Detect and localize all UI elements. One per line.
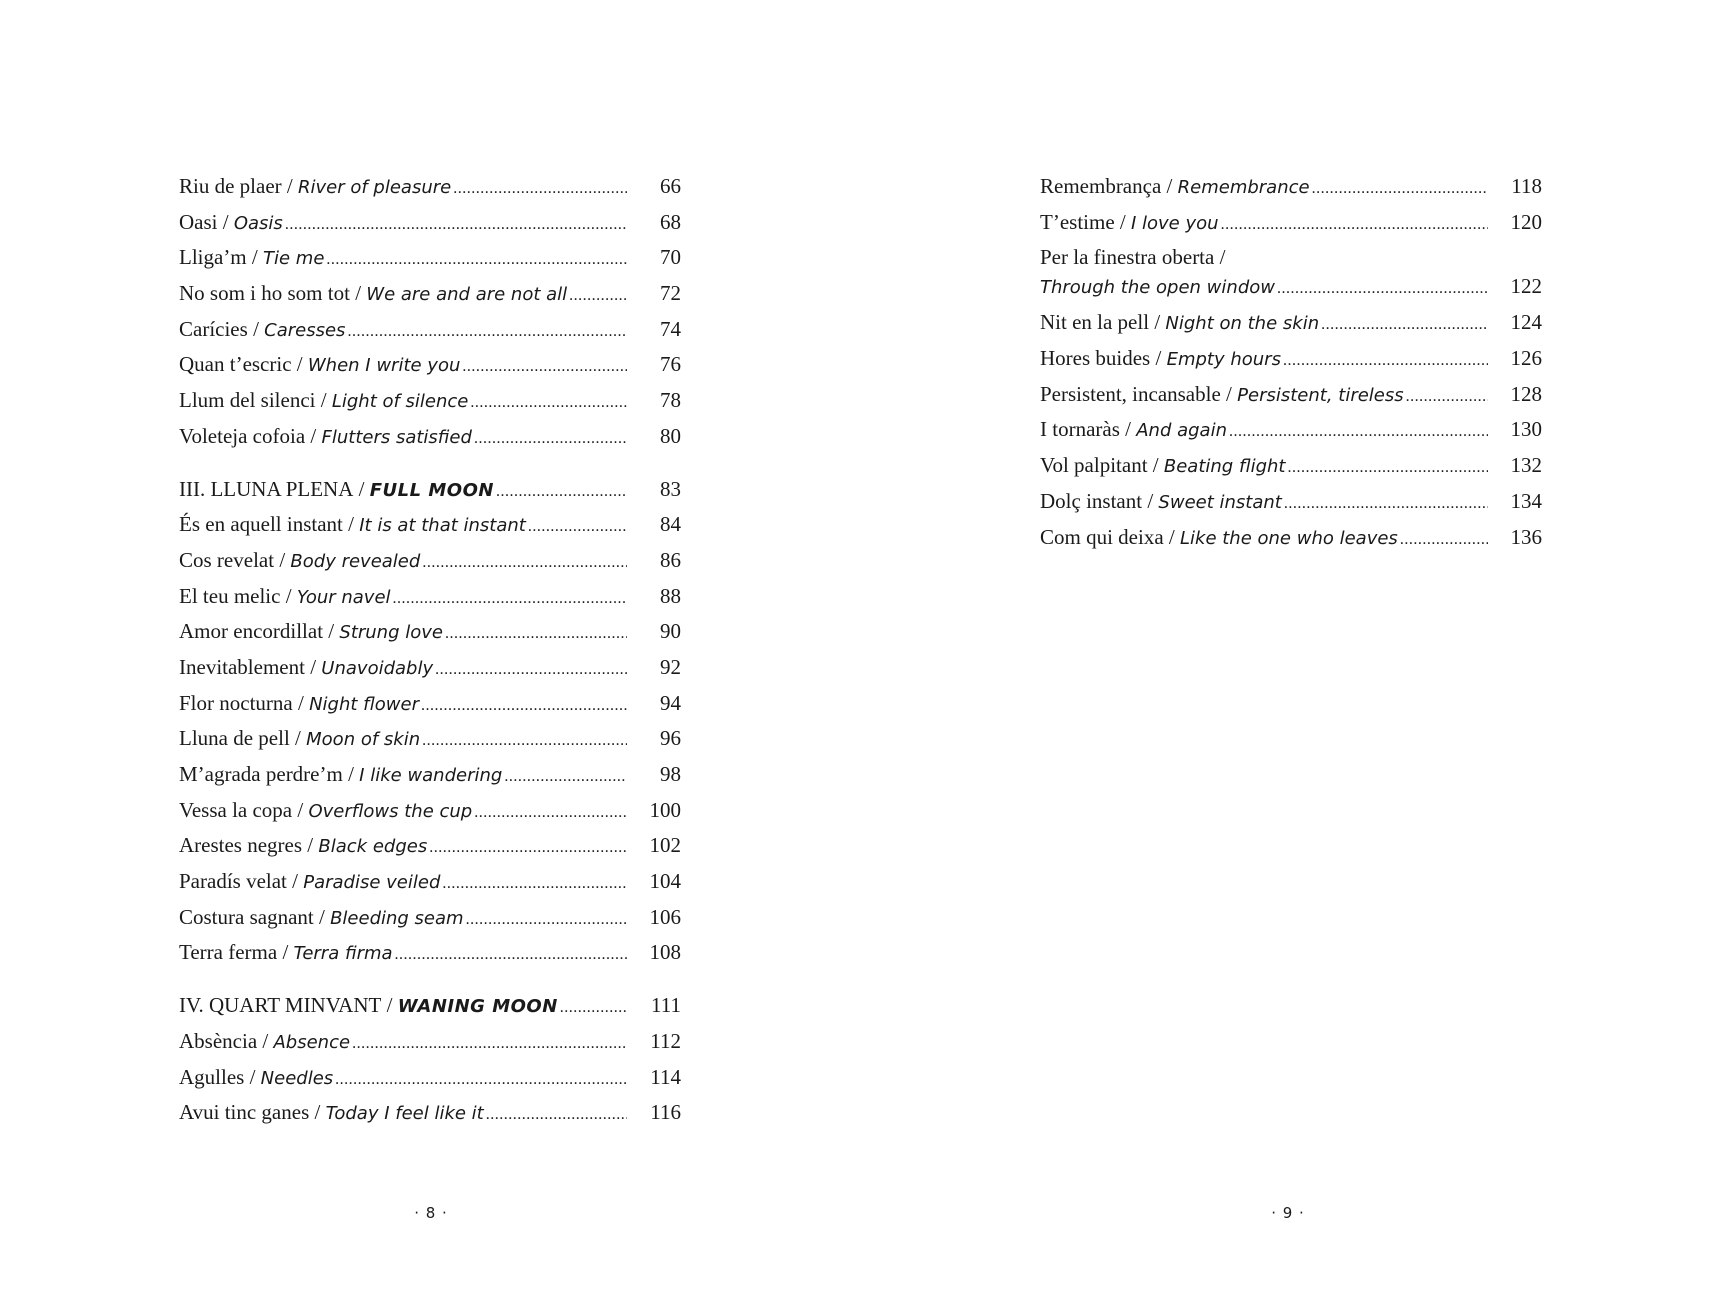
toc-entry (179, 833, 681, 869)
toc-entry (179, 940, 681, 976)
dot-leader (442, 875, 627, 893)
english-title: It is at that instant (359, 515, 526, 537)
toc-entry (179, 691, 681, 727)
toc-entry (1040, 525, 1542, 561)
toc-section-heading (179, 477, 681, 513)
toc-entry (179, 424, 681, 460)
catalan-title: Voleteja cofoia (179, 423, 306, 448)
page-number: 100 (649, 797, 681, 822)
toc-entry (179, 655, 681, 691)
table-of-contents-left (179, 174, 681, 1136)
title-separator: / (1163, 524, 1180, 549)
dot-leader (474, 804, 627, 822)
section-title-catalan: III. LLUNA PLENA (179, 476, 354, 501)
toc-entry (179, 512, 681, 548)
catalan-title: Avui tinc ganes (179, 1100, 310, 1125)
toc-section-heading (179, 993, 681, 1029)
toc-entry (179, 869, 681, 905)
page-number: 126 (1510, 346, 1542, 371)
dot-leader (335, 1071, 627, 1089)
english-title: When I write you (307, 355, 461, 377)
dot-leader (393, 590, 627, 608)
catalan-title: Remembrança (1040, 174, 1162, 198)
english-title: River of pleasure (297, 177, 452, 198)
english-title: Today I feel like it (325, 1103, 484, 1125)
toc-entry (1040, 453, 1542, 489)
title-separator: / (292, 797, 309, 822)
title-separator: / (305, 423, 322, 448)
page-number: 116 (650, 1100, 681, 1125)
toc-entry (179, 798, 681, 834)
dot-leader (462, 358, 627, 376)
dot-leader (1287, 459, 1488, 477)
toc-entry (179, 1065, 681, 1101)
title-separator: / (277, 940, 294, 965)
english-title: Bleeding seam (330, 907, 464, 929)
toc-entry (179, 726, 681, 762)
dot-leader (1312, 180, 1488, 198)
page-number: 84 (660, 512, 681, 537)
catalan-title: Inevitablement (179, 654, 305, 679)
dot-leader (422, 554, 627, 572)
title-separator: / (289, 726, 307, 751)
page-number: 66 (660, 174, 681, 198)
dot-leader (1406, 388, 1488, 406)
dot-leader (504, 768, 627, 786)
page-number: 124 (1510, 310, 1542, 335)
toc-entry (1040, 382, 1542, 418)
english-title: Like the one who leaves (1180, 527, 1398, 549)
title-separator: / (1150, 346, 1167, 371)
left-page (0, 0, 856, 1299)
catalan-title: Arestes negres (179, 833, 303, 858)
dot-leader (422, 732, 627, 750)
title-separator: / (1214, 245, 1231, 270)
catalan-title: Quan t’escric (179, 352, 292, 377)
catalan-title: Vessa la copa (179, 797, 293, 822)
english-title: I love you (1130, 212, 1219, 234)
english-title: Black edges (318, 836, 428, 858)
page-number: 92 (660, 654, 681, 679)
catalan-title: Persistent, incansable (1040, 381, 1221, 406)
toc-entry (179, 245, 681, 281)
dot-leader (1283, 352, 1488, 370)
dot-leader (470, 394, 627, 412)
toc-entry (179, 317, 681, 353)
toc-entry (1040, 174, 1542, 210)
title-separator: / (315, 388, 332, 413)
catalan-title: Com qui deixa (1040, 524, 1164, 549)
title-separator: / (381, 993, 398, 1018)
title-separator: / (217, 209, 234, 234)
title-separator: / (1142, 488, 1159, 513)
catalan-title: Riu de plaer (179, 174, 282, 198)
section-title-english: FULL MOON (369, 479, 494, 501)
catalan-title: Vol palpitant (1040, 453, 1148, 478)
dot-leader (1229, 423, 1488, 441)
page-number: 114 (650, 1064, 681, 1089)
catalan-title: El teu melic (179, 583, 281, 608)
page-number: 134 (1510, 488, 1542, 513)
catalan-title: I tornaràs (1040, 417, 1120, 442)
catalan-title: Oasi (179, 209, 218, 234)
page-number: 70 (660, 245, 681, 270)
page-number: 90 (660, 619, 681, 644)
toc-entry (179, 1029, 681, 1065)
catalan-title: Costura sagnant (179, 904, 314, 929)
english-title: And again (1136, 420, 1227, 442)
title-separator: / (349, 281, 367, 306)
toc-entry (1040, 346, 1542, 382)
english-title: Unavoidably (321, 657, 434, 679)
title-separator: / (1161, 174, 1178, 198)
page-number-footer: · 8 · (414, 1204, 448, 1222)
toc-entry (1040, 489, 1542, 525)
title-separator: / (280, 583, 297, 608)
english-title: Empty hours (1166, 349, 1281, 371)
page-number: 68 (660, 209, 681, 234)
catalan-title: M’agrada perdre’m (179, 762, 343, 786)
title-separator: / (1220, 381, 1238, 406)
dot-leader (496, 483, 627, 501)
toc-entry (179, 174, 681, 210)
toc-entry (179, 548, 681, 584)
page-number: 83 (660, 476, 681, 501)
catalan-title: Lliga’m (179, 245, 247, 270)
dot-leader (560, 999, 627, 1017)
catalan-title: Carícies (179, 316, 248, 341)
dot-leader (445, 625, 627, 643)
catalan-title: Flor nocturna (179, 690, 293, 715)
title-separator: / (309, 1100, 326, 1125)
title-separator: / (323, 619, 340, 644)
toc-entry (179, 905, 681, 941)
english-title: Persistent, tireless (1237, 384, 1404, 406)
catalan-title: Lluna de pell (179, 726, 290, 751)
toc-entry (1040, 417, 1542, 453)
dot-leader (1284, 495, 1488, 513)
catalan-title: Dolç instant (1040, 488, 1143, 513)
toc-entry (179, 1100, 681, 1136)
title-separator: / (244, 1064, 261, 1089)
page-number: 130 (1510, 417, 1542, 442)
table-of-contents-right (1040, 174, 1542, 560)
english-title: Beating flight (1163, 456, 1286, 478)
title-separator: / (1147, 453, 1164, 478)
toc-entry (179, 584, 681, 620)
dot-leader (486, 1106, 627, 1124)
title-separator: / (246, 245, 263, 270)
toc-entry (179, 352, 681, 388)
page-number: 72 (660, 281, 681, 306)
catalan-title: Terra ferma (179, 940, 278, 965)
english-title: Night on the skin (1165, 313, 1320, 335)
page-number: 76 (660, 352, 681, 377)
page-number-footer: · 9 · (1271, 1204, 1305, 1222)
page-number: 132 (1510, 453, 1542, 478)
catalan-title: Amor encordillat (179, 619, 324, 644)
page-number: 111 (651, 993, 681, 1018)
english-title: Body revealed (290, 550, 421, 572)
page-number: 122 (1510, 274, 1542, 299)
page-number: 120 (1510, 209, 1542, 234)
page-number: 94 (660, 690, 681, 715)
english-title: Remembrance (1177, 177, 1310, 198)
dot-leader (1400, 531, 1488, 549)
page-number: 108 (649, 940, 681, 965)
dot-leader (421, 697, 627, 715)
toc-entry-second-line (1040, 274, 1542, 310)
page-number: 104 (649, 869, 681, 894)
title-separator: / (1149, 310, 1166, 335)
english-title: Overflows the cup (308, 800, 473, 822)
english-title: Through the open window (1040, 277, 1275, 299)
toc-entry (179, 619, 681, 655)
page-number: 86 (660, 547, 681, 572)
title-separator: / (342, 762, 360, 786)
english-title: Needles (260, 1067, 334, 1089)
toc-entry-wrapped (1040, 245, 1542, 310)
title-separator: / (274, 547, 291, 572)
page-number: 112 (650, 1028, 681, 1053)
title-separator: / (1119, 417, 1137, 442)
title-separator: / (313, 904, 331, 929)
catalan-title: Hores buides (1040, 346, 1151, 371)
page-number: 80 (660, 423, 681, 448)
catalan-title: Paradís velat (179, 869, 287, 894)
title-separator: / (292, 690, 310, 715)
dot-leader (474, 430, 627, 448)
catalan-title: Nit en la pell (1040, 310, 1150, 335)
dot-leader (429, 839, 627, 857)
title-separator: / (247, 316, 265, 341)
catalan-title: És en aquell instant (179, 512, 343, 537)
toc-entry (179, 210, 681, 246)
english-title: Paradise veiled (303, 872, 441, 894)
page-number: 96 (660, 726, 681, 751)
english-title: Sweet instant (1158, 491, 1282, 513)
dot-leader (1221, 216, 1488, 234)
page-number: 98 (660, 762, 681, 786)
dot-leader (466, 911, 627, 929)
title-separator: / (281, 174, 298, 198)
toc-entry (1040, 310, 1542, 346)
english-title: We are and are not all (366, 284, 568, 306)
english-title: Moon of skin (306, 729, 421, 751)
english-title: Caresses (264, 319, 346, 341)
page-number: 136 (1510, 524, 1542, 549)
catalan-title: Llum del silenci (179, 388, 316, 413)
section-title-catalan: IV. QUART MINVANT (179, 993, 382, 1018)
english-title: Oasis (233, 212, 283, 234)
page-number: 78 (660, 388, 681, 413)
page-number: 106 (649, 904, 681, 929)
dot-leader (569, 287, 627, 305)
right-page (857, 0, 1713, 1299)
dot-leader (1277, 280, 1488, 298)
english-title: Strung love (339, 622, 443, 644)
title-separator: / (302, 833, 319, 858)
catalan-title: Per la finestra oberta (1040, 245, 1215, 270)
page-number: 88 (660, 583, 681, 608)
catalan-title: No som i ho som tot (179, 281, 350, 306)
dot-leader (1321, 316, 1488, 334)
english-title: Night flower (309, 693, 419, 715)
toc-entry (179, 762, 681, 798)
toc-entry (179, 281, 681, 317)
page-number: 102 (649, 833, 681, 858)
english-title: I like wandering (359, 765, 503, 786)
title-separator: / (304, 654, 322, 679)
catalan-title: T’estime (1040, 209, 1115, 234)
catalan-title: Agulles (179, 1064, 245, 1089)
english-title: Light of silence (331, 391, 469, 413)
toc-entry (179, 388, 681, 424)
page-number: 74 (660, 316, 681, 341)
catalan-title: Cos revelat (179, 547, 275, 572)
dot-leader (453, 180, 627, 198)
title-separator: / (286, 869, 304, 894)
dot-leader (528, 518, 627, 536)
dot-leader (352, 1035, 627, 1053)
toc-entry (1040, 210, 1542, 246)
english-title: Flutters satisfied (321, 426, 472, 448)
title-separator: / (342, 512, 360, 537)
english-title: Terra firma (293, 943, 393, 965)
title-separator: / (353, 476, 370, 501)
page-number: 118 (1511, 174, 1542, 198)
english-title: Your navel (296, 586, 391, 608)
page-number: 128 (1510, 381, 1542, 406)
dot-leader (326, 251, 627, 269)
dot-leader (285, 216, 627, 234)
section-title-english: WANING MOON (397, 996, 558, 1018)
english-title: Tie me (263, 248, 325, 270)
catalan-title: Absència (179, 1028, 258, 1053)
title-separator: / (257, 1028, 274, 1053)
title-separator: / (291, 352, 308, 377)
dot-leader (347, 323, 627, 341)
toc-entry-first-line (1040, 245, 1542, 274)
english-title: Absence (273, 1031, 351, 1053)
dot-leader (435, 661, 627, 679)
dot-leader (395, 946, 627, 964)
title-separator: / (1114, 209, 1131, 234)
